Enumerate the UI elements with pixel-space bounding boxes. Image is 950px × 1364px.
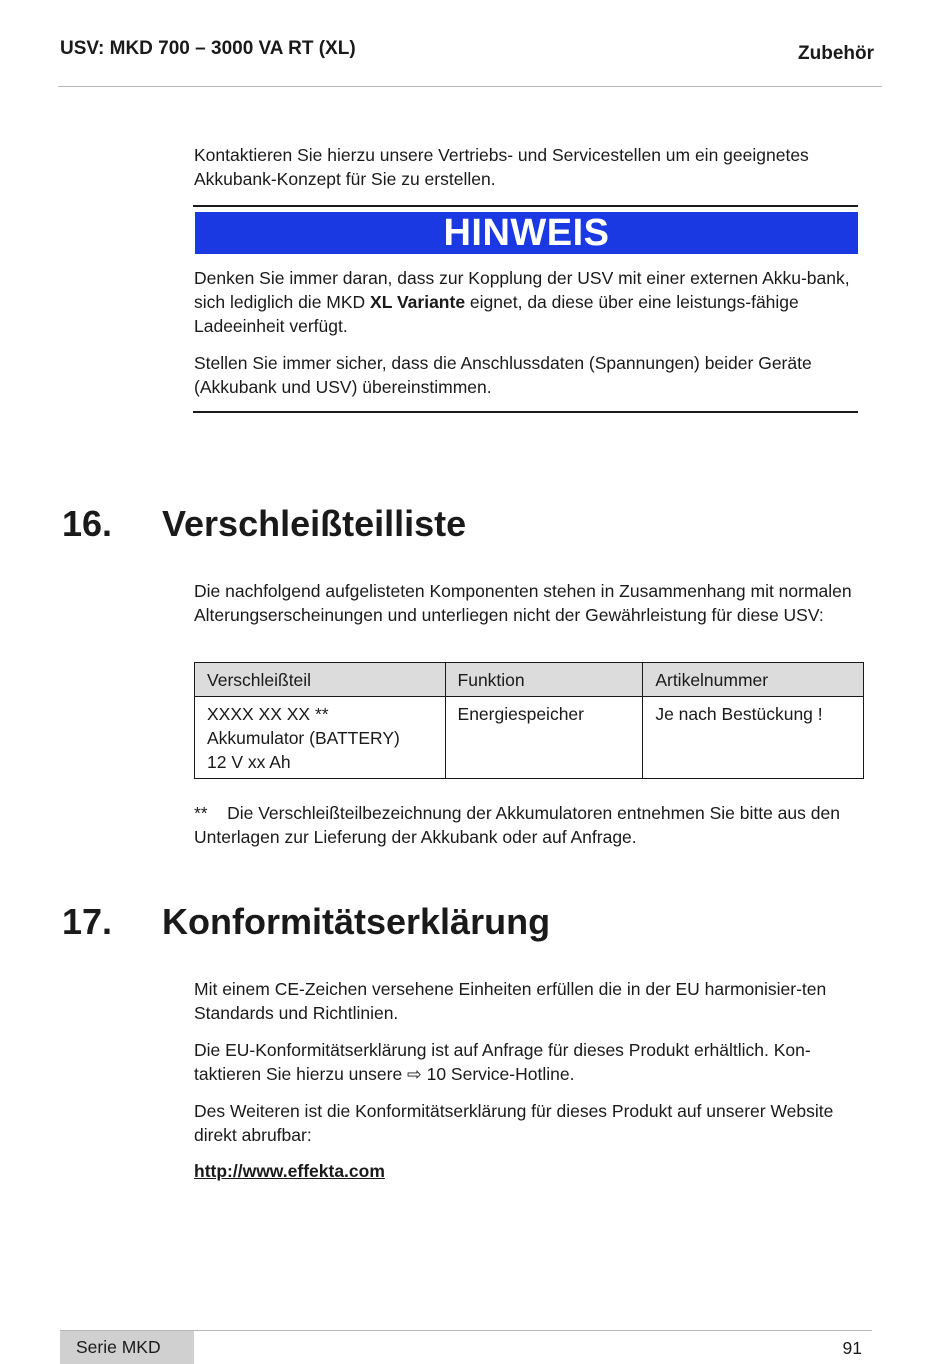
table-footnote: ** Die Verschleißteilbezeichnung der Akkumulatoren entnehmen Sie bitte aus den Unterlagen zur Lieferung der Akkubank oder auf Anfrage. — [194, 803, 845, 847]
section-16-title: Verschleißteilliste — [162, 503, 467, 544]
table-cell-article: Je nach Bestückung ! — [643, 697, 864, 779]
hinweis-banner: HINWEIS — [195, 212, 858, 254]
table-header-part: Verschleißteil — [195, 663, 446, 697]
header-section-title: Zubehör — [798, 43, 874, 64]
table-header-article: Artikelnummer — [643, 663, 864, 697]
wear-parts-table — [194, 662, 864, 779]
table-header-row — [195, 663, 864, 697]
section-17-title: Konformitätserklärung — [162, 901, 551, 942]
website-link[interactable]: http://www.effekta.com — [194, 1161, 385, 1181]
footer-series-label: Serie MKD — [60, 1331, 194, 1364]
section-16-intro: Die nachfolgend aufgelisteten Komponenten stehen in Zusammenhang mit normalen Alterungserscheinungen und unterliegen nicht der Gewährleistung für diese USV: — [194, 581, 852, 625]
hinweis-paragraph-2: Stellen Sie immer sicher, dass die Anschlussdaten (Spannungen) beider Geräte (Akkubank und USV) übereinstimmen. — [194, 353, 812, 397]
hinweis-paragraph-1: Denken Sie immer daran, dass zur Kopplung der USV mit einer externen Akku-bank, sich lediglich die MKD XL Variante eignet, da diese über eine leistungs-fähige Ladeeinheit verfügt. — [194, 268, 850, 336]
table-cell-part: XXXX XX XX ** Akkumulator (BATTERY) 12 V xx Ah — [195, 697, 446, 779]
arrow-right-icon: ⇨ — [407, 1064, 422, 1084]
section-17-paragraph-3: Des Weiteren ist die Konformitätserklärung für dieses Produkt auf unserer Website direkt abrufbar: — [194, 1101, 834, 1145]
hinweis-bold-text: XL Variante — [370, 292, 466, 312]
footer-page-number: 91 — [842, 1338, 862, 1358]
section-16-number: 16. — [62, 503, 113, 544]
note-top-rule — [193, 205, 858, 207]
table-cell-function: Energiespeicher — [445, 697, 643, 779]
header-doc-title: USV: MKD 700 – 3000 VA RT (XL) — [60, 38, 356, 59]
section-17-paragraph-2: Die EU-Konformitätserklärung ist auf Anfrage für dieses Produkt erhältlich. Kon-taktieren Sie hierzu unsere ⇨ 10 Service-Hotline. — [194, 1040, 811, 1084]
table-row — [195, 697, 864, 779]
intro-paragraph: Kontaktieren Sie hierzu unsere Vertriebs- und Servicestellen um ein geeignetes Akkubank-Konzept für Sie zu erstellen. — [194, 145, 809, 189]
section-17-paragraph-1: Mit einem CE-Zeichen versehene Einheiten erfüllen die in der EU harmonisier-ten Standards und Richtlinien. — [194, 979, 827, 1023]
note-bottom-rule — [193, 411, 858, 413]
table-header-function: Funktion — [445, 663, 643, 697]
section-17-number: 17. — [62, 901, 113, 942]
header-divider — [58, 86, 882, 87]
